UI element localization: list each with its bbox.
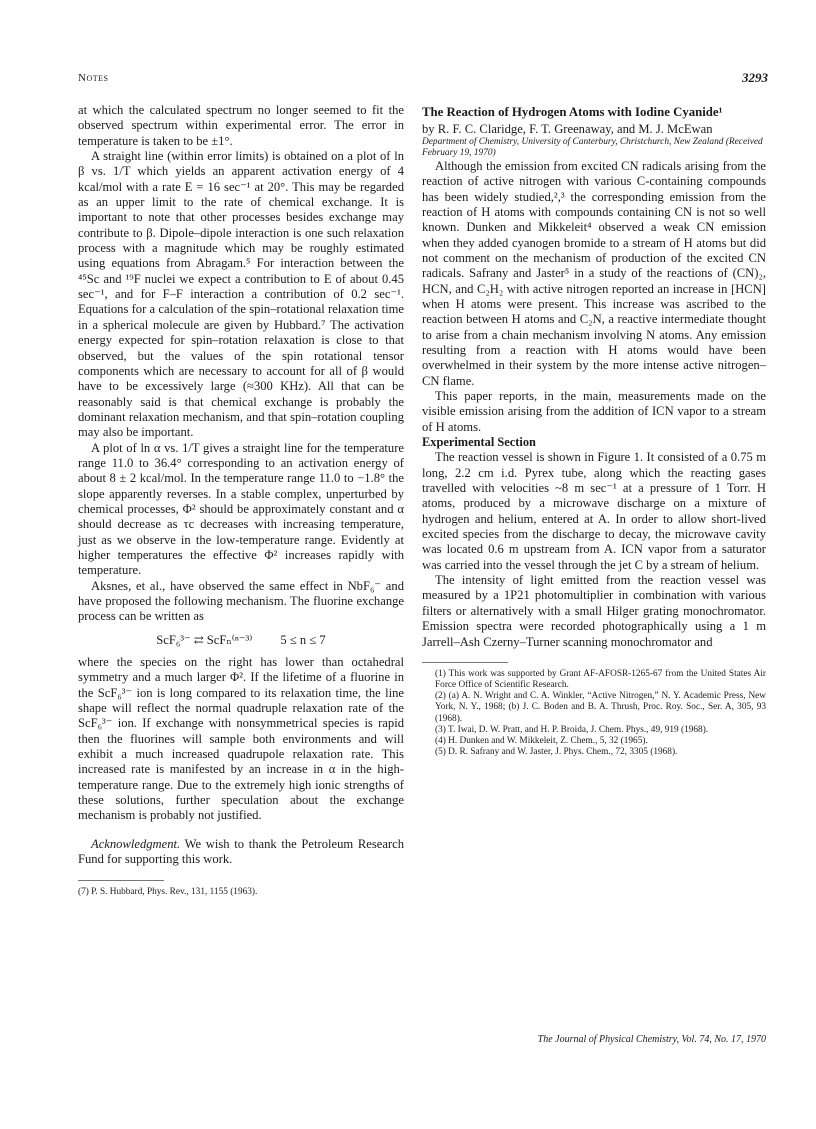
left-column bbox=[78, 103, 404, 898]
equation-lhs: ScF₆³⁻ bbox=[156, 632, 191, 647]
acknowledgment-label: Acknowledgment. bbox=[91, 836, 181, 851]
paragraph: where the species on the right has lower than octahedral symmetry and a much larger Φ². If the lifetime of a fluorine in the ScF₆³⁻ ion is long compared to its relaxation time, the line shape will reflect the normal quadruple relaxation rate of the ScF₆³⁻ ion. If exchange with nonsymmetrical species is rapid then the fluorines will sample both environments and will exhibit a much increased quadrupole relaxation rate. This increased rate is manifested by an increase in α in the high-temperature range. Due to the extremely high ionic strengths of these solutions, further speculation about the exchange mechanism is probably not justified. bbox=[78, 655, 404, 823]
footnote-rule bbox=[422, 662, 508, 663]
footnote-rule bbox=[78, 880, 164, 881]
exchange-equation bbox=[78, 633, 404, 648]
paragraph: Although the emission from excited CN radicals arising from the reaction of active nitrogen with various C-containing compounds has been widely studied,²,³ the corresponding emission from the reaction of H atoms with compounds containing CN is not so well known. Dunken and Mikkeleit⁴ observed a weak CN emission when they added cyanogen bromide to a stream of H atoms but did not comment on the mechanism of production of the excited CN radicals. Safrany and Jaster⁵ in a study of the reactions of (CN)₂, HCN, and C₂H₂ with active nitrogen reported an increase in [HCN] when H atoms were present. This increase was ascribed to the reaction between H atoms and C₂N, a reactive intermediate thought to arise from a chain mechanism involving N atoms. Any emission resulting from a reaction with H atoms would have been overwhelmed in their system by the more intense active nitrogen–CN flame. bbox=[422, 158, 766, 388]
right-column bbox=[422, 103, 766, 758]
equilibrium-arrows: ⇄ bbox=[193, 633, 204, 648]
article-title: The Reaction of Hydrogen Atoms with Iodine Cyanide¹ bbox=[422, 105, 723, 119]
acknowledgment bbox=[78, 837, 404, 868]
running-head-section: Notes bbox=[78, 72, 109, 84]
article-affiliation: Department of Chemistry, University of Canterbury, Christchurch, New Zealand (Received February 19, 1970) bbox=[422, 136, 763, 158]
footnote-number: (7) bbox=[78, 886, 89, 897]
paragraph: Aksnes, et al., have observed the same effect in NbF₆⁻ and have proposed the following mechanism. The fluorine exchange process can be written as bbox=[78, 578, 404, 624]
paragraph: A plot of ln α vs. 1/T gives a straight line for the temperature range 11.0 to 36.4° corresponding to an activation energy of about 8 ± 2 kcal/mol. In the temperature range 11.0 to −1.8° the slope apparently reverses. In a stable complex, unperturbed by chemical processes, Φ² should be approximately constant and α should decrease as τc decreases with increasing temperature, just as we observe in the low-temperature range. Evidently at higher temperatures the effective Φ² increases rapidly with temperature. bbox=[78, 440, 404, 578]
footnote bbox=[78, 887, 404, 898]
paragraph: The reaction vessel is shown in Figure 1. It consisted of a 0.75 m long, 2.2 cm i.d. Pyrex tube, along which the reacting gases travelled with velocities ~8 m sec⁻¹ at a pressure of 1 Torr. H atoms, produced by a microwave discharge on a mixture of hydrogen and helium, entered at A. In order to allow short-lived excited species from the discharge to decay, the microwave cavity was located 0.6 m upstream from A. ICN vapor from a saturator was carried into the vessel through the jet C by a stream of helium. bbox=[422, 450, 766, 572]
equation-rhs: ScFₙ⁽ⁿ⁻³⁾ bbox=[206, 632, 253, 647]
footnote: (5) D. R. Safrany and W. Jaster, J. Phys. Chem., 72, 3305 (1968). bbox=[435, 747, 678, 758]
paragraph: A straight line (within error limits) is obtained on a plot of ln β vs. 1/T which yields an apparent activation energy of 4 kcal/mol with a rate E = 16 sec⁻¹ at 20°. This may be regarded as an upper limit to the rate of chemical exchange. It is important to note that other processes besides exchange may contribute to β. Dipole–dipole interaction is one such relaxation process with a magnitude which may be roughly estimated using equations from Abragam.⁵ For interaction between the ⁴⁵Sc and ¹⁹F nuclei we expect a contribution to E of about 0.45 sec⁻¹, and for F–F interaction a contribution of 0.2 sec⁻¹. Equations for a calculation of the spin–rotational relaxation time in a spherical molecule are given by Hubbard.⁷ The activation energy expected for spin–rotation relaxation is close to that observed, but the values of the spin rotational tensor components which are necessary to account for all of β would have to be excessively large (≈300 KHz). All that can be reasonably said is that chemical exchange is probably the dominant relaxation mechanism, and that spin–rotation coupling may also be important. bbox=[78, 149, 404, 440]
journal-citation-footer: The Journal of Physical Chemistry, Vol. 74, No. 17, 1970 bbox=[537, 1034, 766, 1045]
page-number: 3293 bbox=[742, 70, 768, 85]
footnote: (3) T. Iwai, D. W. Pratt, and H. P. Broida, J. Chem. Phys., 49, 919 (1968). bbox=[435, 724, 709, 735]
acknowledgment-text: We wish to thank the Petroleum Research Fund for supporting this work. bbox=[78, 836, 404, 867]
paragraph: The intensity of light emitted from the reaction vessel was measured by a 1P21 photomultiplier in combination with various filters or alternatively with a small Hilger grating monochromator. Emission spectra were recorded photographically using a 1 m Jarrell–Ash Czerny–Turner scanning monochromator and bbox=[422, 573, 766, 649]
footnote: (2) (a) A. N. Wright and C. A. Winkler, “Active Nitrogen,” N. Y. Academic Press, New York, N. Y., 1968; (b) J. C. Boden and B. A. Thrush, Proc. Roy. Soc., Ser. A, 305, 93 (1968). bbox=[435, 691, 766, 724]
section-heading: Experimental Section bbox=[422, 435, 536, 450]
footnote: (1) This work was supported by Grant AF-AFOSR-1265-67 from the United States Air Force Office of Scientific Research. bbox=[435, 668, 766, 691]
paragraph: This paper reports, in the main, measurements made on the visible emission arising from the addition of ICN vapor to a stream of H atoms. bbox=[422, 389, 766, 434]
footnote-text: P. S. Hubbard, Phys. Rev., 131, 1155 (1963). bbox=[88, 886, 258, 897]
equation-condition: 5 ≤ n ≤ 7 bbox=[280, 632, 326, 647]
article-authors: by R. F. C. Claridge, F. T. Greenaway, and M. J. McEwan bbox=[422, 121, 713, 136]
paragraph: at which the calculated spectrum no longer seemed to fit the observed spectrum within experimental error. The error in temperature is taken to be ±1°. bbox=[78, 103, 404, 148]
footnote: (4) H. Dunken and W. Mikkeleit, Z. Chem., 5, 32 (1965). bbox=[435, 736, 648, 747]
